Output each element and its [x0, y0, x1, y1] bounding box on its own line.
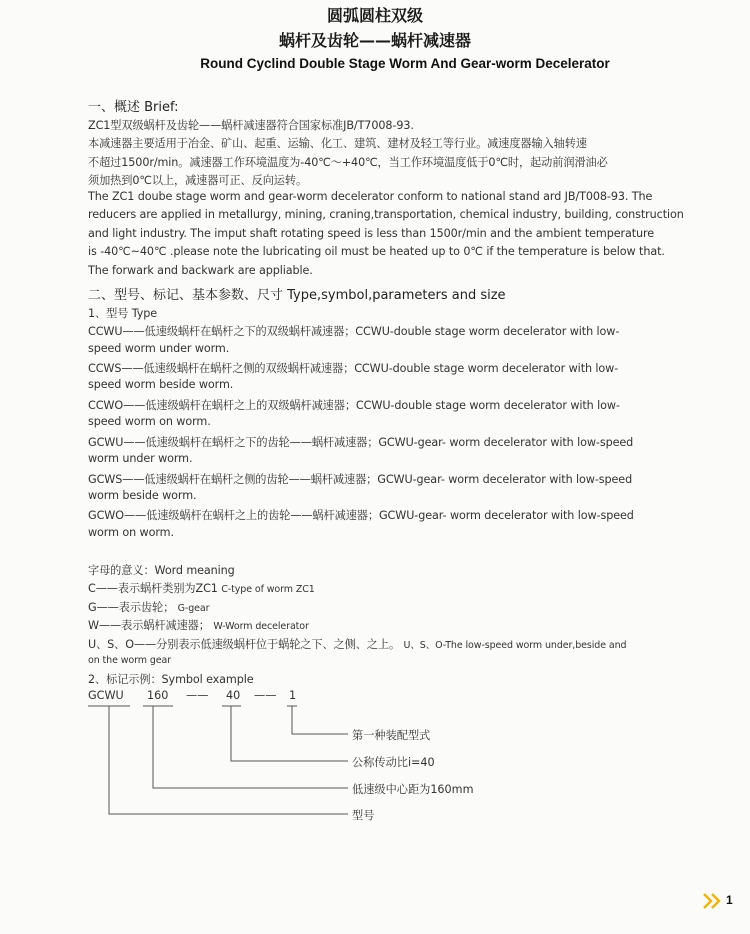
brief-en-line-1: The ZC1 doube stage worm and gear-worm decelerator conform to national stand ard JB/T008-93. The	[88, 190, 653, 203]
type-line-3: CCWS——低速级蜗杆在蜗杆之侧的双级蜗杆减速器；CCWU-double stage worm decelerator with low-	[88, 362, 619, 375]
code-center-distance: 160	[147, 689, 169, 702]
title-cn-line2: 蜗杆及齿轮——蜗杆减速器	[278, 31, 471, 50]
code-dash-2: ——	[254, 689, 277, 702]
meaning-c-main: C——表示蜗杆类别为ZC1	[88, 582, 218, 595]
type-line-2: speed worm under worm.	[88, 342, 230, 355]
code-dash-1: ——	[186, 689, 209, 702]
brief-cn-line-1: ZC1型双级蜗杆及齿轮——蜗杆减速器符合国家标准JB/T7008-93.	[88, 119, 414, 132]
brief-en-line-3: and light industry. The imput shaft rotating speed is less than 1500r/min and the ambient temperature	[88, 227, 655, 240]
type-line-6: speed worm on worm.	[88, 415, 211, 428]
code-ratio: 40	[226, 689, 241, 702]
label-assembly-form: 第一种装配型式	[352, 729, 431, 742]
brief-cn-line-4: 须加热到0℃以上，减速器可正、反向运转。	[88, 174, 308, 187]
meaning-w-en: W-Worm decelerator	[213, 621, 309, 632]
type-line-1: CCWU——低速级蜗杆在蜗杆之下的双级蜗杆减速器；CCWU-double stage worm decelerator with low-	[88, 325, 620, 338]
leader-center	[153, 706, 348, 788]
type-line-7: GCWU——低速级蜗杆在蜗杆之下的齿轮——蜗杆减速器；GCWU-gear- worm decelerator with low-speed	[88, 436, 634, 449]
type-line-11: GCWO——低速级蜗杆在蜗杆之上的齿轮——蜗杆减速器；GCWU-gear- worm decelerator with low-speed	[88, 509, 634, 522]
page-number: 1	[726, 893, 733, 907]
type-line-10: worm beside worm.	[88, 489, 197, 502]
meaning-uso-en-1: U、S、O-The low-speed worm under,beside and	[403, 640, 627, 651]
label-model: 型号	[352, 809, 375, 822]
brief-en-line-2: reducers are applied in metallurgy, mining, craning,transportation, chemical industry, building, construction	[88, 208, 684, 221]
brief-cn-line-3: 不超过1500r/min。减速器工作环境温度为-40℃～+40℃，当工作环境温度低于0℃时，起动前润滑油必	[88, 156, 608, 169]
brief-en-line-5: The forwark and backwark are appliable.	[88, 264, 313, 277]
label-center-distance: 低速级中心距为160mm	[352, 783, 474, 796]
code-assembly: 1	[289, 689, 297, 702]
meaning-uso-en-2: on the worm gear	[88, 655, 172, 666]
meaning-heading: 字母的意义：Word meaning	[88, 564, 235, 577]
code-type: GCWU	[88, 689, 124, 702]
types-heading: 二、型号、标记、基本参数、尺寸 Type,symbol,parameters and size	[88, 288, 506, 303]
label-nominal-ratio: 公称传动比i=40	[352, 756, 435, 769]
chevron-right-icon	[702, 892, 724, 910]
title-cn-line1: 圆弧圆柱双级	[326, 6, 423, 25]
leader-type	[109, 706, 348, 814]
types-subheading: 1、型号 Type	[88, 307, 158, 320]
brief-en-line-4: is -40℃~40℃ .please note the lubricating oil must be heated up to 0℃ if the temperature is below that.	[88, 245, 665, 258]
brief-cn-line-2: 本减速器主要适用于冶金、矿山、起重、运输、化工、建筑、建材及轻工等行业。减速度器输入轴转速	[88, 137, 587, 150]
meaning-g-en: G-gear	[177, 603, 210, 614]
brief-heading: 一、概述 Brief:	[88, 100, 179, 115]
symbol-heading: 2、标记示例：Symbol example	[88, 673, 254, 686]
leader-assembly	[292, 706, 348, 734]
type-line-12: worm on worm.	[88, 526, 174, 539]
type-line-5: CCWO——低速级蜗杆在蜗杆之上的双级蜗杆减速器；CCWU-double stage worm decelerator with low-	[88, 399, 620, 412]
type-line-9: GCWS——低速级蜗杆在蜗杆之侧的齿轮——蜗杆减速器；GCWU-gear- worm decelerator with low-speed	[88, 473, 633, 486]
type-line-4: speed worm beside worm.	[88, 378, 234, 391]
meaning-c-en: C-type of worm ZC1	[221, 584, 315, 595]
meaning-w-main: W——表示蜗杆减速器；	[88, 619, 210, 632]
meaning-uso-main: U、S、O——分别表示低速级蜗杆位于蜗轮之下、之侧、之上。	[88, 638, 401, 651]
meaning-g-main: G——表示齿轮；	[88, 601, 175, 614]
title-en: Round Cyclind Double Stage Worm And Gear-worm Decelerator	[200, 56, 610, 71]
type-line-8: worm under worm.	[88, 452, 193, 465]
